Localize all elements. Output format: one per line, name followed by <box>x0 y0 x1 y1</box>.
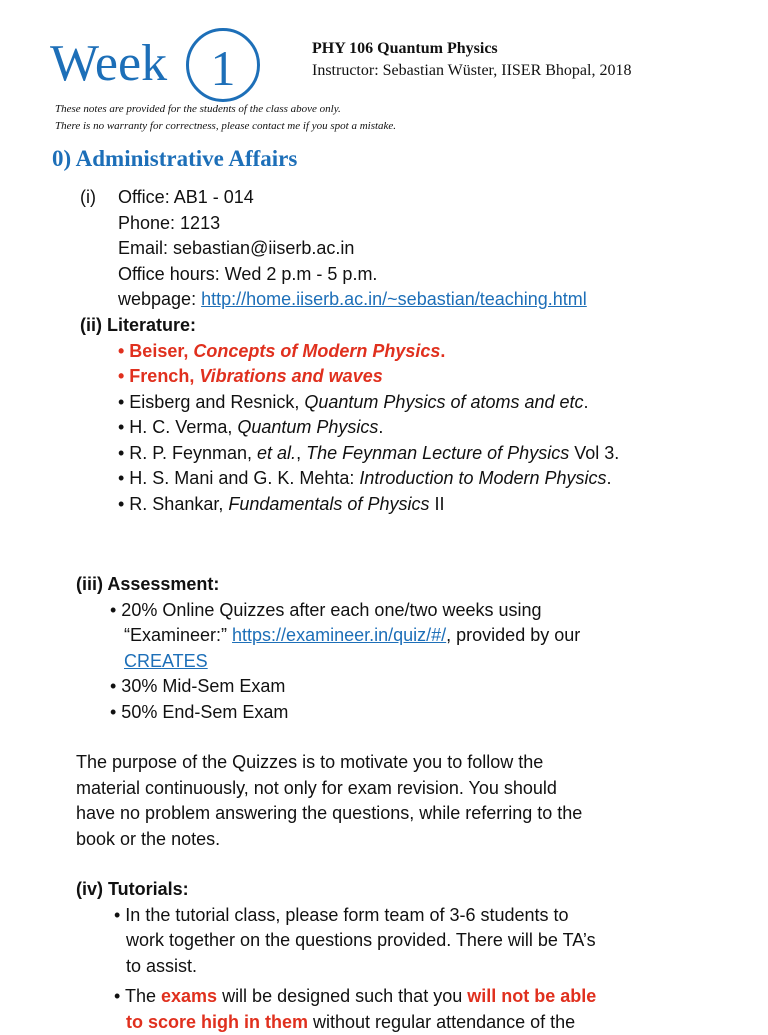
disclaimer <box>55 101 396 135</box>
tutorial-line: work together on the questions provided. There will be TA’s <box>114 928 596 954</box>
literature-list <box>80 339 619 518</box>
exam-suffix: without regular attendance of the <box>308 1012 575 1032</box>
suffix: . <box>440 341 445 361</box>
author: • Eisberg and Resnick, <box>118 392 304 412</box>
author: • R. Shankar, <box>118 494 228 514</box>
paragraph-line: material continuously, not only for exam revision. You should <box>76 776 716 802</box>
webpage-label: webpage: <box>118 289 201 309</box>
author: • H. C. Verma, <box>118 417 237 437</box>
exam-line <box>114 984 596 1010</box>
suffix: II <box>429 494 444 514</box>
warning-highlight: will not be able <box>467 986 596 1006</box>
midsem-line: • 30% Mid-Sem Exam <box>110 674 580 700</box>
office-line: Office: AB1 - 014 <box>118 185 587 211</box>
disclaimer-line: These notes are provided for the students of the class above only. <box>55 101 396 118</box>
exam-line-cont <box>114 1010 596 1035</box>
week-number-circle: 1 <box>186 28 260 102</box>
exam-mid: will be designed such that you <box>217 986 467 1006</box>
list-item <box>118 339 619 365</box>
suffix: . <box>378 417 383 437</box>
book-title: The Feynman Lecture of Physics <box>306 443 569 463</box>
book-title: Concepts of Modern Physics <box>193 341 440 361</box>
webpage-link[interactable]: http://home.iiserb.ac.in/~sebastian/teaching.html <box>201 289 587 309</box>
book-title: Introduction to Modern Physics <box>359 468 606 488</box>
paragraph-line: have no problem answering the questions, while referring to the <box>76 801 716 827</box>
author: • French, <box>118 366 199 386</box>
list-item <box>118 441 619 467</box>
list-item <box>118 492 619 518</box>
instructor-line: Instructor: Sebastian Wüster, IISER Bhopal, 2018 <box>312 62 631 80</box>
endsem-line: • 50% End-Sem Exam <box>110 700 580 726</box>
paragraph-line: The purpose of the Quizzes is to motivate you to follow the <box>76 750 716 776</box>
quiz-line: • 20% Online Quizzes after each one/two weeks using <box>110 598 580 624</box>
list-item <box>118 390 619 416</box>
separator: , <box>296 443 306 463</box>
week-label: Week <box>50 34 167 94</box>
phone-line: Phone: 1213 <box>118 211 587 237</box>
creates-link[interactable]: CREATES <box>124 651 208 671</box>
creates-line <box>110 649 580 675</box>
literature-section <box>80 313 619 517</box>
webpage-line <box>118 287 587 313</box>
list-item <box>118 415 619 441</box>
book-title: Quantum Physics <box>237 417 378 437</box>
item-number: (i) <box>80 185 118 313</box>
tutorial-line: • In the tutorial class, please form team of 3-6 students to <box>114 903 596 929</box>
paragraph-line: book or the notes. <box>76 827 716 853</box>
assessment-heading: (iii) Assessment: <box>76 572 580 598</box>
exam-prefix: • The <box>114 986 161 1006</box>
author: • H. S. Mani and G. K. Mehta: <box>118 468 359 488</box>
disclaimer-line: There is no warranty for correctness, please contact me if you spot a mistake. <box>55 118 396 135</box>
provided-by: , provided by our <box>446 625 580 645</box>
tutorials-section <box>76 877 596 1035</box>
suffix: . <box>607 468 612 488</box>
purpose-paragraph <box>76 750 716 852</box>
quiz-line-cont <box>110 623 580 649</box>
tutorial-line: to assist. <box>114 954 596 980</box>
list-item <box>118 466 619 492</box>
literature-heading: (ii) Literature: <box>80 313 619 339</box>
course-title: PHY 106 Quantum Physics <box>312 40 498 58</box>
book-title: Quantum Physics of atoms and etc <box>304 392 583 412</box>
suffix: Vol 3. <box>569 443 619 463</box>
book-title: Fundamentals of Physics <box>228 494 429 514</box>
tutorials-heading: (iv) Tutorials: <box>76 877 596 903</box>
book-title: Vibrations and waves <box>199 366 382 386</box>
section-title: 0) Administrative Affairs <box>52 146 297 172</box>
admin-info <box>80 185 587 313</box>
exams-highlight: exams <box>161 986 217 1006</box>
author: • R. P. Feynman, <box>118 443 257 463</box>
suffix: . <box>584 392 589 412</box>
list-item <box>118 364 619 390</box>
assessment-section <box>76 572 580 725</box>
email-line: Email: sebastian@iiserb.ac.in <box>118 236 587 262</box>
tutorials-list <box>76 903 596 1035</box>
examineer-link[interactable]: https://examineer.in/quiz/#/ <box>232 625 446 645</box>
warning-highlight: to score high in them <box>126 1012 308 1032</box>
author: • Beiser, <box>118 341 193 361</box>
examineer-label: “Examineer:” <box>124 625 232 645</box>
office-hours-line: Office hours: Wed 2 p.m - 5 p.m. <box>118 262 587 288</box>
et-al: et al. <box>257 443 296 463</box>
assessment-list <box>76 598 580 726</box>
